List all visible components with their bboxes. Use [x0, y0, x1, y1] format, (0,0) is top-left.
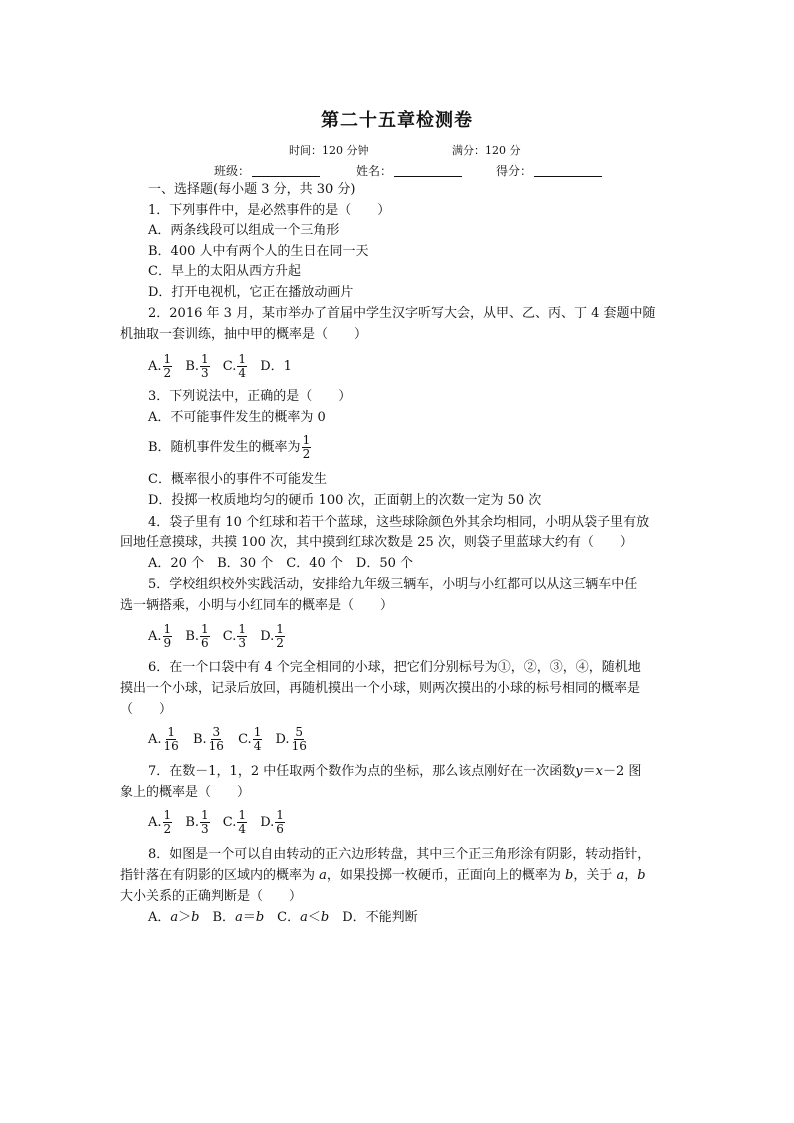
name-field	[356, 162, 462, 179]
q5-options	[148, 623, 294, 650]
class-label: 班级：	[214, 164, 251, 178]
class-field	[214, 162, 320, 179]
name-label: 姓名：	[356, 164, 393, 178]
q6-stem-line1: 6．在一个口袋中有 4 个完全相同的小球，把它们分别标号为①，②，③，④，随机地	[148, 660, 641, 675]
q6-option-b: B. $\frac{3}{16}$	[192, 725, 224, 753]
q8-options	[148, 909, 418, 927]
name-blank	[394, 164, 462, 177]
q4-stem-line2: 回地任意摸球，共摸 100 次，其中摸到红球次数是 25 次，则袋子里蓝球大约有（ ）	[120, 535, 633, 550]
q7-stem-line2: 象上的概率是（ ）	[120, 785, 251, 800]
q4-stem-line1: 4．袋子里有 10 个红球和若干个蓝球，这些球除颜色外其余均相同，小明从袋子里有放	[148, 515, 650, 530]
q8-stem-line1: 8．如图是一个可以自由转动的正六边形转盘，其中三个正三角形涂有阴影，转动指针，	[148, 847, 651, 862]
q8-option-b: B．a＝b	[199, 910, 265, 925]
q3-option-d: D．投掷一枚质地均匀的硬币 100 次，正面朝上的次数一定为 50 次	[148, 493, 542, 508]
q1-option-c: C．早上的太阳从西方升起	[148, 264, 301, 279]
q7-option-d: D. $\frac{1}{6}$	[260, 808, 284, 836]
page-title: 第二十五章检测卷	[321, 110, 473, 131]
full-score: 满分：120 分	[452, 144, 521, 157]
q8-option-a: A．a＞b	[148, 910, 200, 925]
time-limit: 时间：120 分钟	[289, 144, 369, 157]
q2-option-a: A. $\frac{1}{2}$	[148, 352, 172, 380]
class-blank	[252, 164, 320, 177]
q7-option-b: B. $\frac{1}{3}$	[185, 808, 209, 836]
q6-option-a: A. $\frac{1}{16}$	[148, 725, 179, 753]
q6-option-c: C. $\frac{1}{4}$	[238, 725, 262, 753]
score-field	[496, 162, 602, 179]
q8-stem-line3: 大小关系的正确判断是（ ）	[120, 889, 303, 904]
score-label: 得分：	[496, 164, 533, 178]
q2-stem-line2: 机抽取一套训练，抽中甲的概率是（ ）	[120, 327, 368, 342]
section-heading: 一、选择题(每小题 3 分，共 30 分)	[148, 182, 356, 197]
q6-option-d: D. $\frac{5}{16}$	[275, 725, 307, 753]
q5-option-a: A. $\frac{1}{9}$	[148, 622, 172, 650]
q3-stem: 3．下列说法中，正确的是（ ）	[148, 389, 352, 404]
q5-option-c: C. $\frac{1}{3}$	[222, 622, 247, 650]
q6-stem-line3: （ ）	[120, 702, 173, 717]
q3-option-b: B．随机事件发生的概率为 $\frac{1}{2}$	[148, 433, 311, 461]
q5-option-d: D. $\frac{1}{2}$	[260, 622, 284, 650]
q6-options	[148, 726, 317, 753]
q8-option-c: C．a＜b	[264, 910, 330, 925]
q7-options	[148, 809, 294, 836]
q1-option-d: D．打开电视机，它正在播放动画片	[148, 285, 354, 300]
q6-stem-line2: 摸出一个小球，记录后放回，再随机摸出一个小球，则两次摸出的小球的标号相同的概率是	[120, 681, 641, 696]
q5-stem-line1: 5．学校组织校外实践活动，安排给九年级三辆车，小明与小红都可以从这三辆车中任	[148, 577, 638, 592]
q8-option-d: D．不能判断	[329, 910, 418, 925]
q1-option-b: B．400 人中有两个人的生日在同一天	[148, 244, 369, 259]
q3-option-a: A．不可能事件发生的概率为 0	[148, 410, 326, 425]
q1-stem: 1．下列事件中，是必然事件的是（ ）	[148, 203, 391, 218]
q2-stem-line1: 2．2016 年 3 月，某市举办了首届中学生汉字听写大会，从甲、乙、丙、丁 4 套题中随	[148, 306, 656, 321]
q2-option-b: B. $\frac{1}{3}$	[185, 352, 209, 380]
q8-stem-line2: 指针落在有阴影的区域内的概率为 a，如果投掷一枚硬币，正面向上的概率为 b，关于 a，b	[120, 868, 646, 883]
q2-option-c: C. $\frac{1}{4}$	[222, 352, 247, 380]
q5-option-b: B. $\frac{1}{6}$	[185, 622, 209, 650]
q1-option-a: A．两条线段可以组成一个三角形	[148, 223, 340, 238]
q7-option-a: A. $\frac{1}{2}$	[148, 808, 172, 836]
q2-options	[148, 353, 300, 380]
q7-stem-line1: 7．在数－1，1，2 中任取两个数作为点的坐标，那么该点刚好在一次函数y＝x－2 图	[148, 764, 642, 779]
q7-option-c: C. $\frac{1}{4}$	[222, 808, 247, 836]
q2-option-d: D．1	[260, 359, 292, 374]
q3-option-c: C．概率很小的事件不可能发生	[148, 472, 327, 487]
q4-options: A．20 个 B．30 个 C．40 个 D．50 个	[148, 556, 414, 571]
score-blank	[534, 164, 602, 177]
q5-stem-line2: 选一辆搭乘，小明与小红同车的概率是（ ）	[120, 598, 394, 613]
